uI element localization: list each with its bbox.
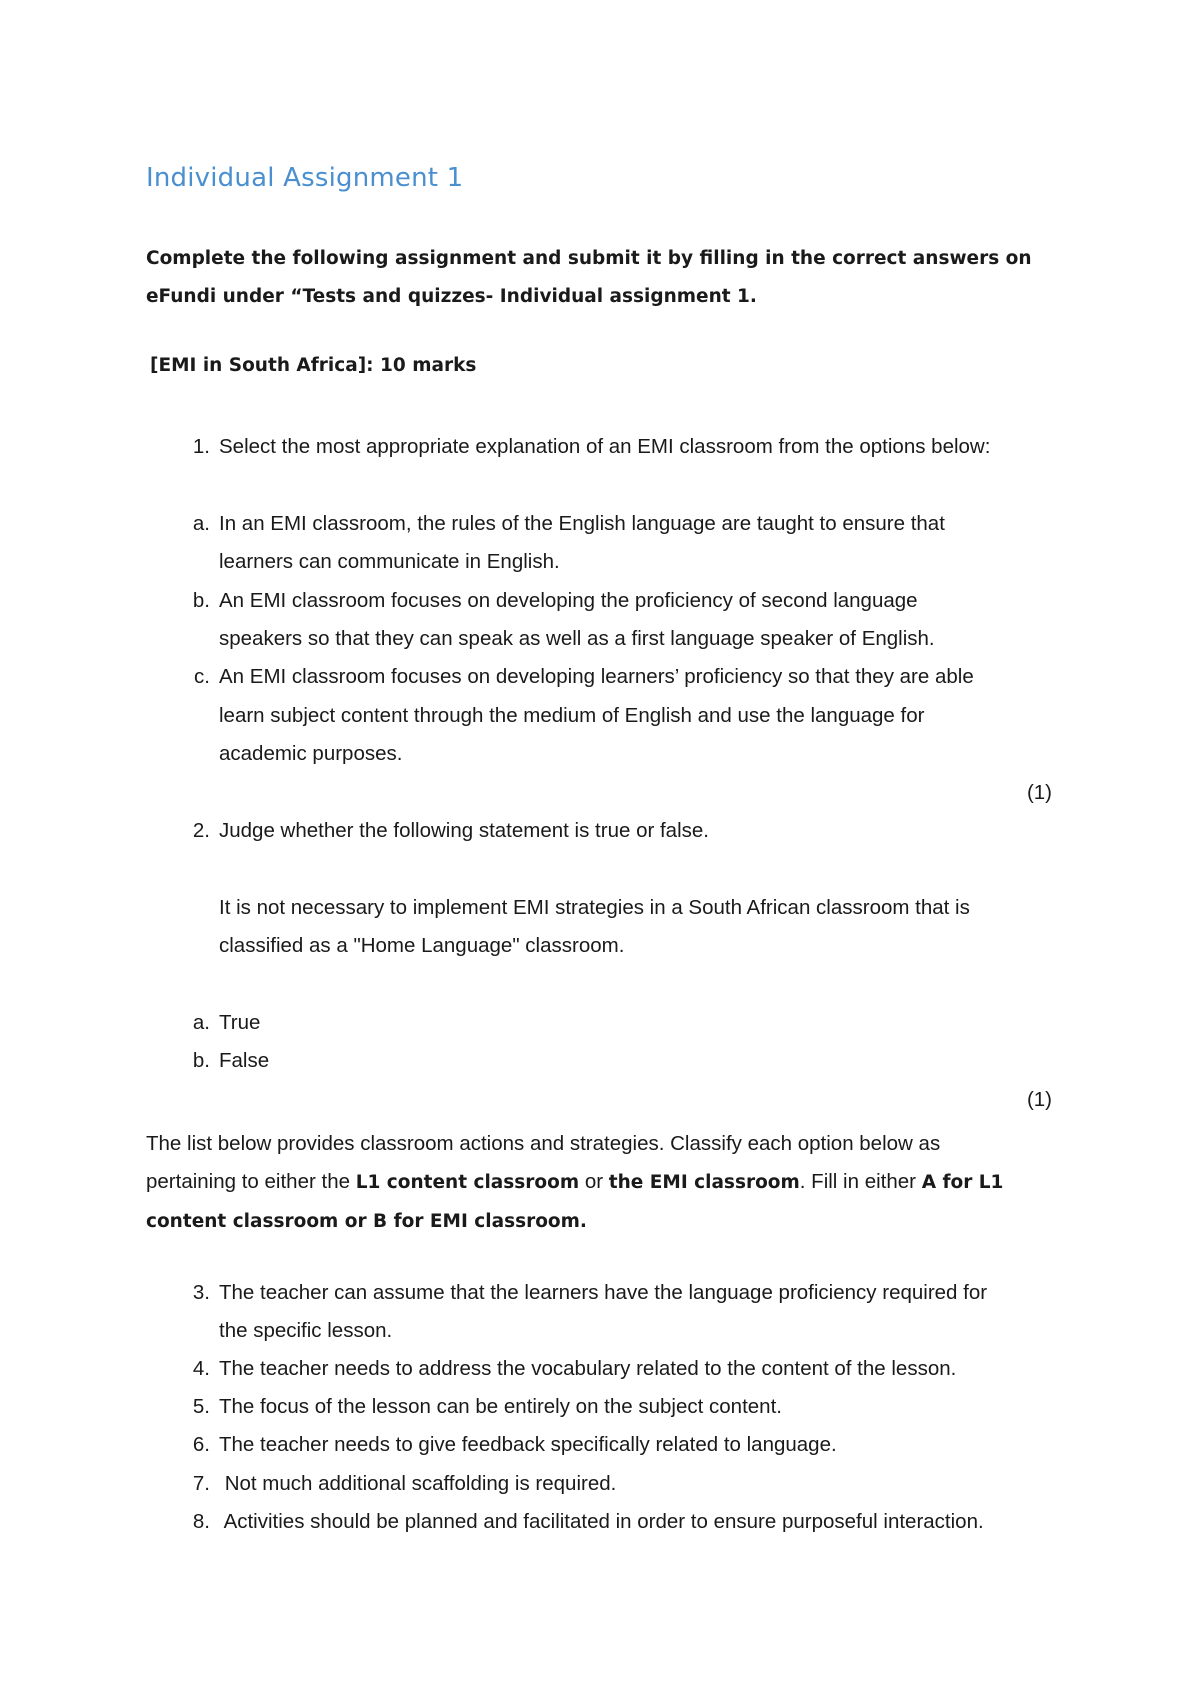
para-text: . Fill in either xyxy=(799,1170,922,1193)
item-text: The teacher needs to address the vocabulary related to the content of the lesson. xyxy=(219,1357,957,1380)
para-line xyxy=(146,1202,1066,1241)
option-text: An EMI classroom focuses on developing the proficiency of second language xyxy=(219,589,918,612)
page-title: Individual Assignment 1 xyxy=(146,163,464,193)
option-label: a. xyxy=(192,1011,210,1034)
instructions xyxy=(146,240,1066,316)
para-bold: A for L1 xyxy=(921,1172,1004,1193)
option-label: c. xyxy=(194,665,210,688)
option-text: learn subject content through the medium of English and use the language for xyxy=(219,704,925,727)
item-text: Activities should be planned and facilitated in order to ensure purposeful interaction. xyxy=(219,1510,984,1533)
item-number: 8. xyxy=(192,1510,210,1533)
question-number: 1. xyxy=(192,435,210,458)
question-text: Judge whether the following statement is true or false. xyxy=(219,819,709,842)
para-bold: L1 content classroom xyxy=(355,1172,580,1193)
para-text: or xyxy=(579,1170,609,1193)
option-label: b. xyxy=(192,589,210,612)
section-heading: [EMI in South Africa]: 10 marks xyxy=(150,355,477,376)
para-bold: content classroom or B for EMI classroom. xyxy=(146,1211,587,1232)
item-text: the specific lesson. xyxy=(219,1319,393,1342)
marks-q2: (1) xyxy=(1026,1088,1052,1111)
para-bold: the EMI classroom xyxy=(608,1172,800,1193)
option-text: True xyxy=(219,1011,261,1034)
option-text: In an EMI classroom, the rules of the English language are taught to ensure that xyxy=(219,512,945,535)
item-number: 6. xyxy=(192,1433,210,1456)
item-number: 3. xyxy=(192,1281,210,1304)
instructions-line: eFundi under “Tests and quizzes- Individual assignment 1. xyxy=(146,286,757,307)
item-text: The focus of the lesson can be entirely on the subject content. xyxy=(219,1395,782,1418)
option-text: An EMI classroom focuses on developing learners’ proficiency so that they are able xyxy=(219,665,974,688)
item-number: 4. xyxy=(192,1357,210,1380)
classification-instructions xyxy=(146,1125,1066,1241)
para-line: The list below provides classroom actions and strategies. Classify each option below as xyxy=(146,1132,941,1155)
para-text: pertaining to either the xyxy=(146,1170,356,1193)
item-text: The teacher can assume that the learners have the language proficiency required for xyxy=(219,1281,988,1304)
option-label: b. xyxy=(192,1049,210,1072)
option-text: learners can communicate in English. xyxy=(219,550,560,573)
item-number: 7. xyxy=(192,1472,210,1495)
para-line xyxy=(146,1163,1066,1202)
question-number: 2. xyxy=(192,819,210,842)
item-text: The teacher needs to give feedback specifically related to language. xyxy=(219,1433,837,1456)
question-text: Select the most appropriate explanation of an EMI classroom from the options below: xyxy=(219,435,991,458)
option-text: academic purposes. xyxy=(219,742,403,765)
statement-text: It is not necessary to implement EMI strategies in a South African classroom that is xyxy=(219,896,970,919)
item-text: Not much additional scaffolding is required. xyxy=(219,1472,617,1495)
marks-q1: (1) xyxy=(1026,781,1052,804)
instructions-line: Complete the following assignment and submit it by filling in the correct answers on xyxy=(146,248,1032,269)
option-label: a. xyxy=(192,512,210,535)
item-number: 5. xyxy=(192,1395,210,1418)
option-text: speakers so that they can speak as well as a first language speaker of English. xyxy=(219,627,935,650)
statement-text: classified as a "Home Language" classroom. xyxy=(219,934,625,957)
option-text: False xyxy=(219,1049,270,1072)
